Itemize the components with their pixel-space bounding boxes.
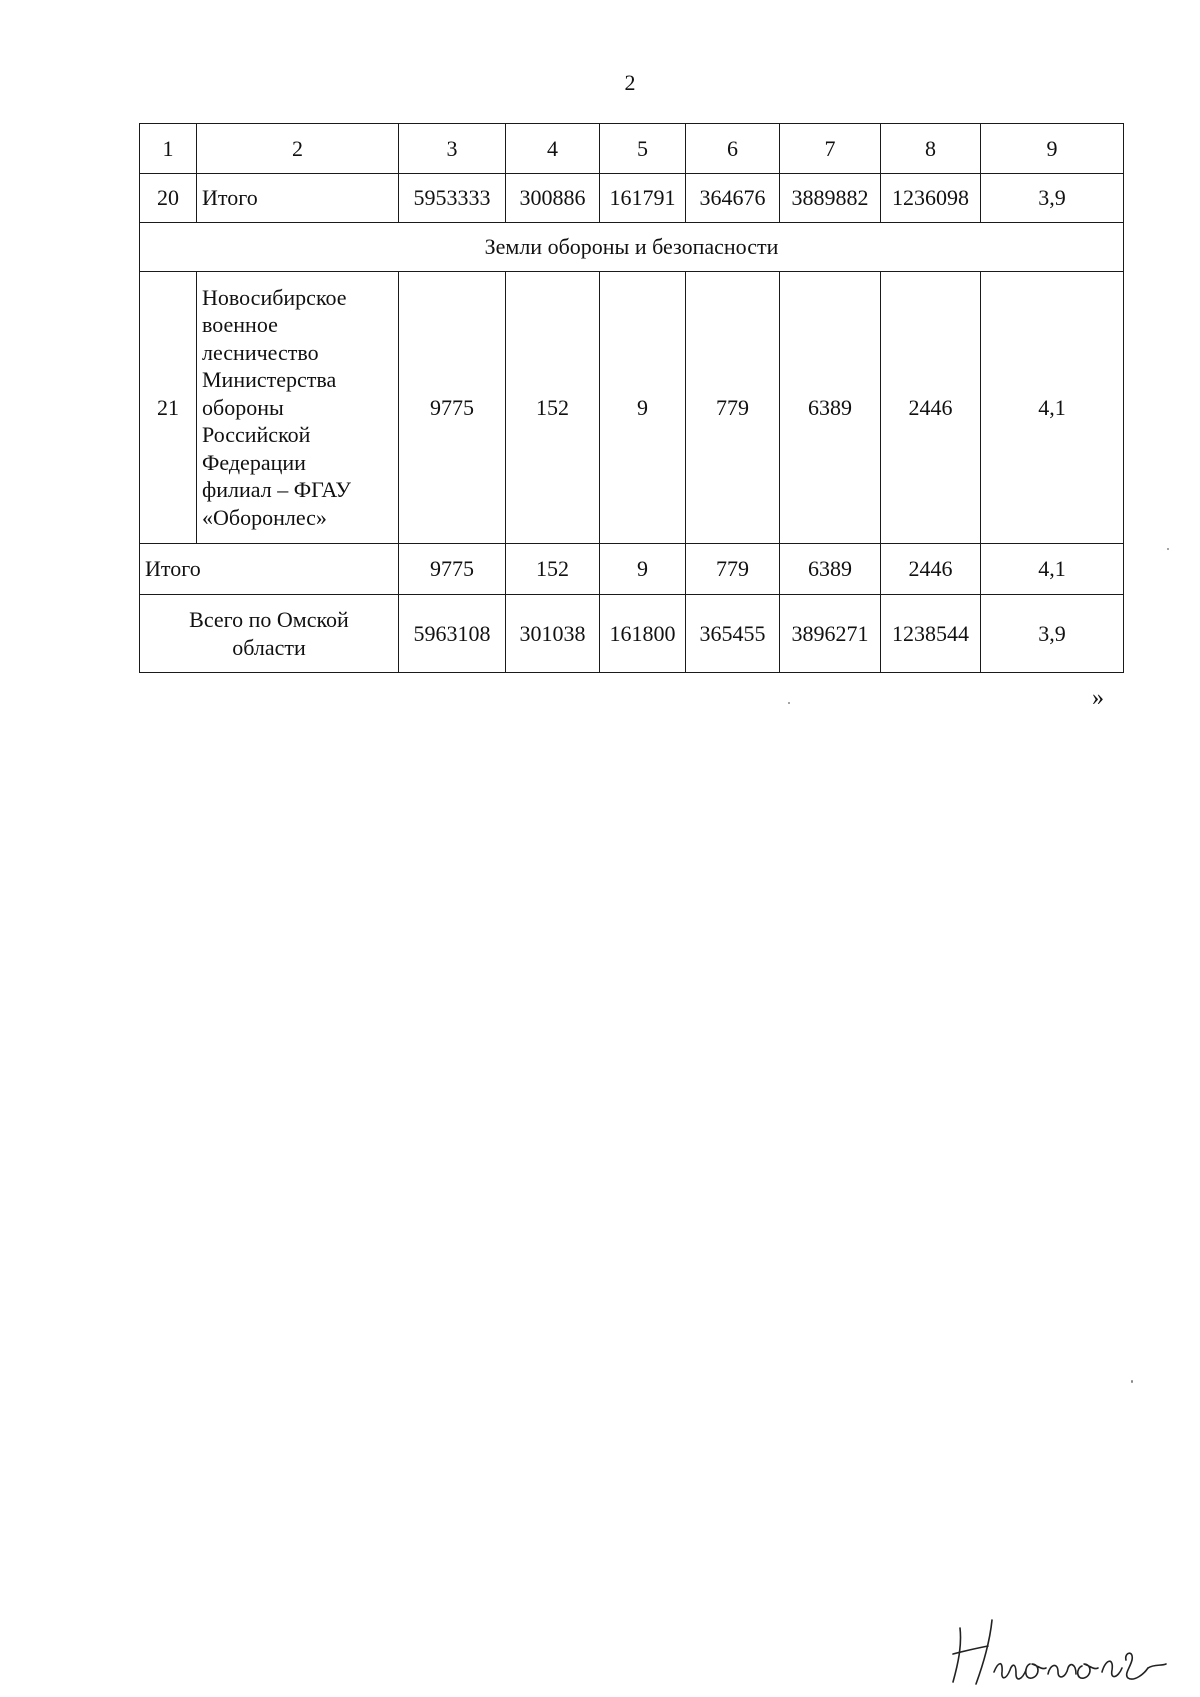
- row-name: Итого: [197, 174, 399, 223]
- header-cell: 6: [686, 124, 780, 174]
- header-cell: 9: [981, 124, 1124, 174]
- table-cell: 3,9: [981, 174, 1124, 223]
- scan-speck: [1131, 1380, 1133, 1383]
- row-number: 21: [140, 272, 197, 544]
- header-row: [140, 124, 1124, 174]
- grand-total-label-line: области: [232, 634, 306, 660]
- table-cell: 9: [600, 272, 686, 544]
- header-cell: 5: [600, 124, 686, 174]
- row-name-line: Федерации: [202, 449, 306, 475]
- table-cell: 1238544: [881, 595, 981, 673]
- closing-quote: »: [1092, 685, 1104, 711]
- row-name-line: Российской: [202, 422, 311, 448]
- table-cell: 3896271: [780, 595, 881, 673]
- header-cell: 8: [881, 124, 981, 174]
- section-title: Земли обороны и безопасности: [140, 223, 1124, 272]
- data-table: [139, 123, 1124, 673]
- table-cell: 2446: [881, 544, 981, 595]
- table-cell: 364676: [686, 174, 780, 223]
- subtotal-row: [140, 544, 1124, 595]
- table-cell: 3,9: [981, 595, 1124, 673]
- scan-speck: [788, 702, 790, 704]
- header-cell: 7: [780, 124, 881, 174]
- table-cell: 6389: [780, 272, 881, 544]
- table-cell: 161800: [600, 595, 686, 673]
- table-cell: 301038: [506, 595, 600, 673]
- table-row-20: [140, 174, 1124, 223]
- row-name-line: филиал – ФГАУ: [202, 477, 351, 503]
- table-row-21: [140, 272, 1124, 544]
- row-name-line: обороны: [202, 394, 284, 420]
- table-cell: 161791: [600, 174, 686, 223]
- header-cell: 4: [506, 124, 600, 174]
- subtotal-label: Итого: [140, 544, 399, 595]
- table-cell: 2446: [881, 272, 981, 544]
- row-name: [197, 272, 399, 544]
- table-cell: 3889882: [780, 174, 881, 223]
- table-cell: 300886: [506, 174, 600, 223]
- table-cell: 5963108: [399, 595, 506, 673]
- page-number: 2: [624, 70, 636, 95]
- table-cell: 5953333: [399, 174, 506, 223]
- section-title-row: [140, 223, 1124, 272]
- table-cell: 9775: [399, 544, 506, 595]
- table-cell: 365455: [686, 595, 780, 673]
- table-cell: 4,1: [981, 272, 1124, 544]
- grand-total-label: [140, 595, 399, 673]
- header-cell: 3: [399, 124, 506, 174]
- handwritten-signature: [948, 1612, 1170, 1692]
- grand-total-row: [140, 595, 1124, 673]
- row-number: 20: [140, 174, 197, 223]
- table-cell: 152: [506, 272, 600, 544]
- table-cell: 9: [600, 544, 686, 595]
- header-cell: 1: [140, 124, 197, 174]
- header-cell: 2: [197, 124, 399, 174]
- table-cell: 4,1: [981, 544, 1124, 595]
- table-cell: 9775: [399, 272, 506, 544]
- table-cell: 6389: [780, 544, 881, 595]
- grand-total-label-line: Всего по Омской: [189, 606, 349, 632]
- table-cell: 779: [686, 272, 780, 544]
- scan-speck: [1167, 548, 1169, 550]
- table-cell: 152: [506, 544, 600, 595]
- table-cell: 779: [686, 544, 780, 595]
- row-name-line: военное: [202, 312, 278, 338]
- row-name-line: Министерства: [202, 367, 337, 393]
- row-name-line: «Оборонлес»: [202, 504, 327, 530]
- row-name-line: Новосибирское: [202, 284, 347, 310]
- row-name-line: лесничество: [202, 339, 319, 365]
- table-cell: 1236098: [881, 174, 981, 223]
